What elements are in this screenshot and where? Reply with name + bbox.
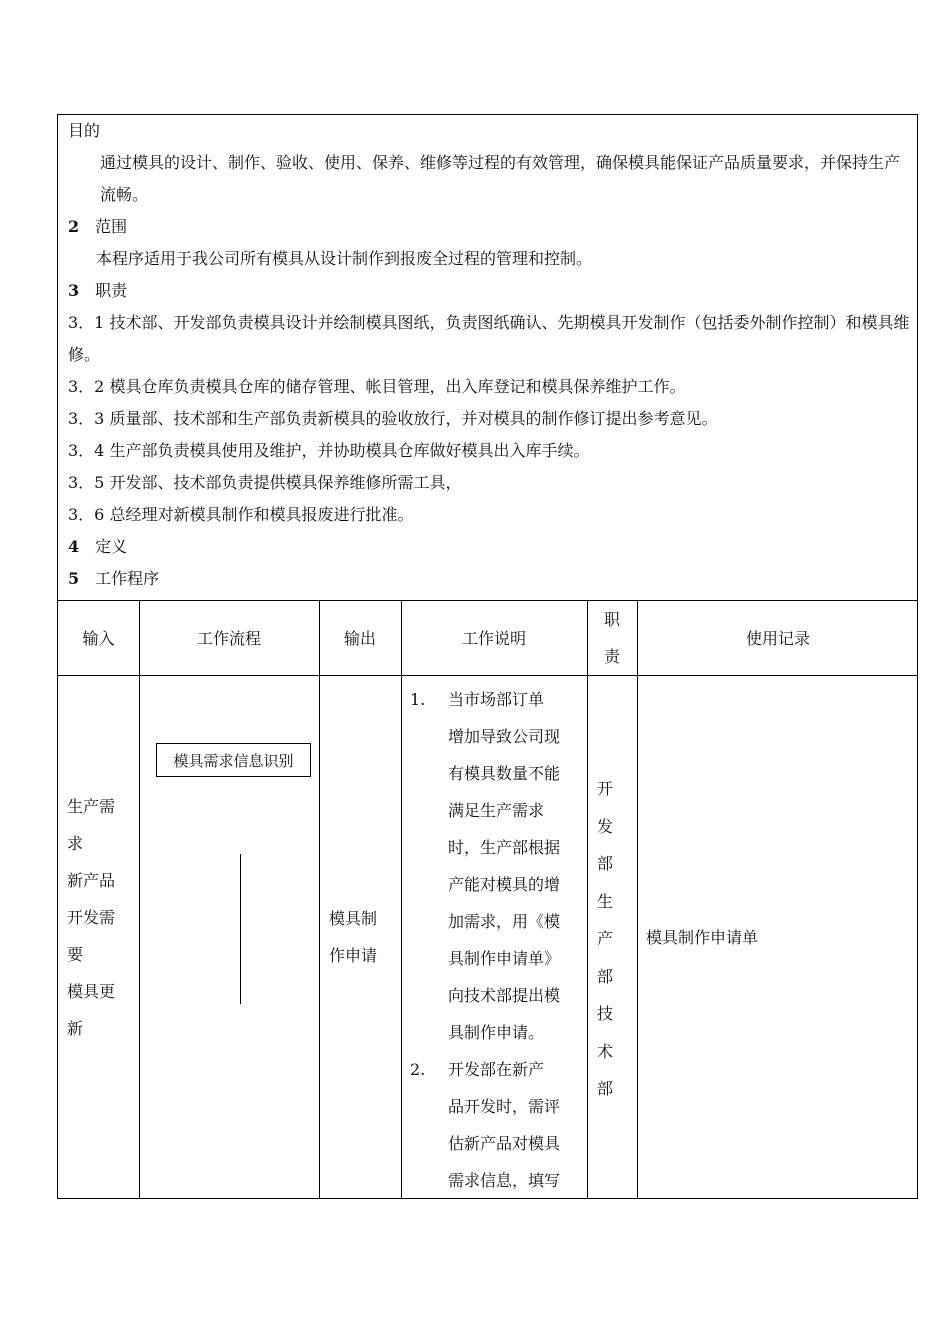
- resp-title: 职责: [95, 281, 128, 300]
- description-item: [410, 681, 580, 1051]
- scope-number: 2: [68, 217, 80, 236]
- proc-heading: [68, 563, 913, 595]
- duty-char: 部: [596, 854, 613, 873]
- input-line: 生产需: [67, 797, 116, 816]
- duty-cell: [588, 770, 622, 1108]
- duty-char: 部: [596, 1079, 613, 1098]
- header-description: 工作说明: [461, 629, 526, 648]
- description-line: 向技术部提出模: [448, 986, 561, 1005]
- output-cell: [329, 900, 399, 974]
- description-line: 加需求，用《模: [448, 912, 561, 931]
- description-item-body: [448, 681, 560, 1051]
- resp-item: 3．4 生产部负责模具使用及维护，并协助模具仓库做好模具出入库手续。: [68, 441, 590, 460]
- duty-char: 部: [596, 966, 613, 986]
- col-divider: [401, 600, 402, 1198]
- procedure-document: [57, 114, 918, 1199]
- scope-title: 范围: [95, 217, 128, 236]
- duty-char: 生: [596, 891, 613, 911]
- input-line: 新: [67, 1019, 84, 1038]
- description-item-number: 1.: [410, 690, 426, 709]
- record-cell: 模具制作申请单: [646, 928, 759, 947]
- description-line: 时，生产部根据: [448, 838, 561, 857]
- col-divider: [319, 600, 320, 1198]
- description-line: 估新产品对模具: [448, 1134, 561, 1153]
- description-line: 增加导致公司现: [448, 727, 561, 746]
- def-heading: [68, 531, 913, 563]
- description-line: 满足生产需求: [448, 801, 545, 820]
- description-item-body: [448, 1051, 560, 1199]
- header-duty: [587, 600, 637, 675]
- header-output: 输出: [343, 629, 376, 648]
- proc-title: 工作程序: [95, 569, 160, 588]
- header-duty-char: 职: [603, 609, 620, 629]
- scope-heading: [68, 211, 913, 243]
- resp-item: 3．3 质量部、技术部和生产部负责新模具的验收放行，并对模具的制作修订提出参考意见。: [68, 409, 718, 428]
- intro-section: [68, 115, 913, 595]
- proc-number: 5: [68, 569, 80, 588]
- input-line: 模具更: [67, 982, 116, 1001]
- header-input: 输入: [82, 629, 115, 648]
- def-number: 4: [68, 537, 80, 556]
- resp-item: 3．2 模具仓库负责模具仓库的储存管理、帐目管理，出入库登记和模具保养维护工作。: [68, 377, 686, 396]
- resp-item: 3．5 开发部、技术部负责提供模具保养维修所需工具，: [68, 473, 462, 492]
- purpose-text: 通过模具的设计、制作、验收、使用、保养、维修等过程的有效管理，确保模具能保证产品质量要求，并保持生产流畅。: [100, 153, 901, 204]
- description-item-number: 2.: [410, 1060, 426, 1079]
- header-duty-char: 责: [603, 646, 620, 666]
- flow-step-box: 模具需求信息识别: [156, 743, 311, 777]
- flow-connector-line: [240, 854, 241, 1004]
- resp-item: 3．1 技术部、开发部负责模具设计并绘制模具图纸，负责图纸确认、先期模具开发制作（包括委外制作控制）和模具维修。: [68, 313, 910, 364]
- duty-char: 术: [596, 1041, 613, 1061]
- resp-heading: [68, 275, 913, 307]
- header-record: 使用记录: [745, 629, 810, 648]
- description-line: 有模具数量不能: [448, 764, 561, 783]
- purpose-title: 目的: [68, 121, 101, 140]
- description-line: 当市场部订单: [448, 690, 545, 709]
- duty-char: 产: [596, 929, 613, 948]
- description-line: 具制作申请单》: [448, 949, 561, 968]
- resp-number: 3: [68, 281, 80, 300]
- duty-char: 开: [596, 779, 613, 798]
- description-line: 产能对模具的增: [448, 875, 561, 894]
- input-line: 开发需: [67, 908, 116, 927]
- def-title: 定义: [95, 537, 128, 556]
- description-line: 具制作申请。: [448, 1023, 545, 1042]
- input-line: 要: [67, 945, 84, 964]
- input-cell: [67, 788, 137, 1047]
- header-divider: [58, 675, 917, 676]
- header-flow: 工作流程: [196, 629, 261, 648]
- output-line: 模具制: [329, 909, 378, 928]
- description-item: [410, 1051, 580, 1199]
- col-divider: [637, 600, 638, 1198]
- output-line: 作申请: [329, 946, 378, 965]
- scope-text: 本程序适用于我公司所有模具从设计制作到报废全过程的管理和控制。: [96, 249, 593, 268]
- description-line: 开发部在新产: [448, 1060, 545, 1079]
- description-line: 需求信息，填写: [448, 1171, 561, 1190]
- description-cell: [410, 681, 580, 1199]
- col-divider: [139, 600, 140, 1198]
- duty-char: 发: [596, 816, 613, 836]
- input-line: 求: [67, 834, 84, 853]
- resp-item: 3．6 总经理对新模具制作和模具报废进行批准。: [68, 505, 414, 524]
- description-line: 品开发时，需评: [448, 1097, 561, 1116]
- duty-char: 技: [596, 1004, 613, 1023]
- input-line: 新产品: [67, 871, 116, 890]
